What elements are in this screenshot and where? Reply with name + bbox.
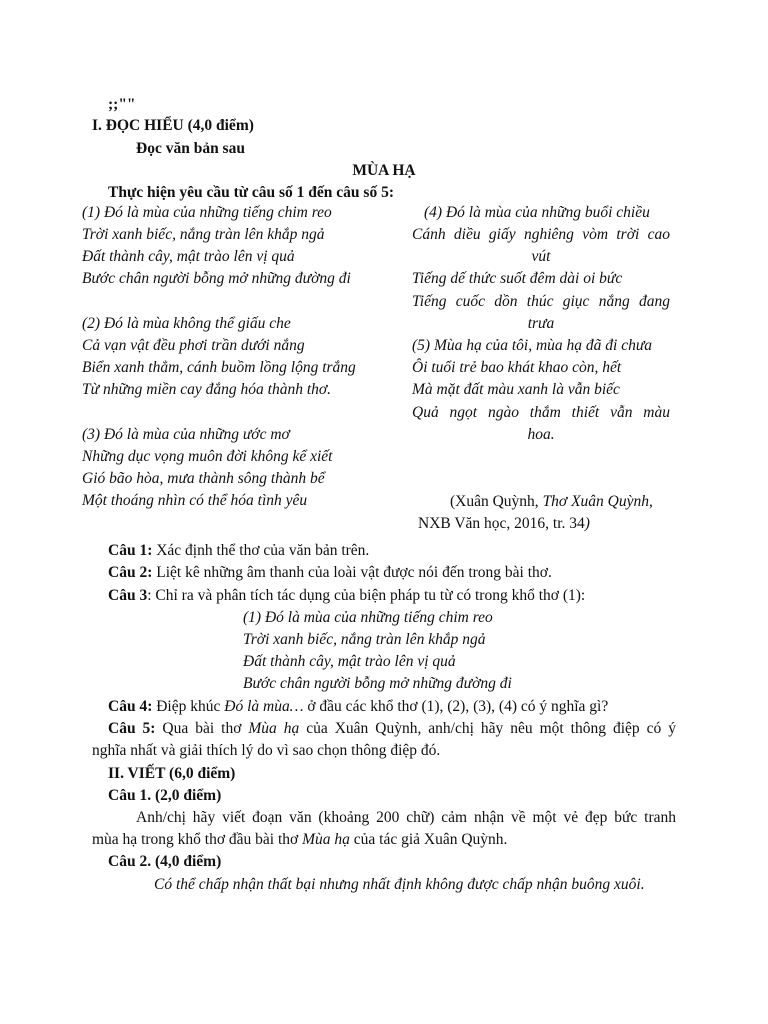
quote-line: Đất thành cây, mật trào lên vị quả — [243, 653, 456, 670]
quote-line: (1) Đó là mùa của những tiếng chim reo — [243, 609, 493, 626]
poem-line: Ôi tuổi trẻ bao khát khao còn, hết — [412, 359, 622, 376]
source-comma: , — [649, 493, 653, 510]
question-text: của tác giả Xuân Quỳnh. — [349, 831, 508, 848]
poem-line-wrap: trưa — [527, 315, 555, 332]
question-text: Xác định thể thơ của văn bản trên. — [152, 542, 370, 559]
poem-line: Gió bão hòa, mưa thành sông thành bể — [82, 470, 325, 487]
poem-line: Tiếng dế thức suốt đêm dài oi bức — [412, 270, 623, 287]
part2-question-2-heading: Câu 2. (4,0 điểm) — [108, 853, 222, 870]
source-publisher: NXB Văn học, 2016, tr. 34 — [418, 515, 585, 532]
question-label: Câu 4: — [108, 698, 153, 715]
question-text: Liệt kê những âm thanh của loài vật được nói đến trong bài thơ. — [152, 564, 552, 581]
poem-title: MÙA HẠ — [352, 162, 416, 179]
poem-stanza-3 — [82, 424, 332, 512]
part2-question-2-quote: Có thể chấp nhận thất bại nhưng nhất định không được chấp nhận buông xuôi. — [154, 876, 645, 893]
question-3 — [108, 585, 585, 607]
poem-line: Mà mặt đất màu xanh là vẫn biếc — [412, 381, 620, 398]
question-emphasis: Mùa hạ — [302, 831, 350, 848]
header-mark: ;;"" — [108, 96, 136, 113]
question-text: Qua bài thơ — [155, 720, 249, 737]
poem-line: Quả ngọt ngào thắm thiết vẫn màu — [412, 404, 670, 421]
question-2 — [108, 562, 552, 584]
question-emphasis: Đó là mùa… — [224, 698, 304, 715]
poem-line-wrap: vút — [531, 248, 551, 265]
question-label: Câu 3 — [108, 587, 148, 604]
question-label: Câu 5: — [108, 720, 156, 737]
poem-line: Biển xanh thẳm, cánh buồm lồng lộng trắng — [82, 359, 356, 376]
question-text: : Chỉ ra và phân tích tác dụng của biện pháp tu từ có trong khổ thơ (1): — [147, 587, 586, 604]
poem-line: Một thoáng nhìn có thể hóa tình yêu — [82, 492, 308, 509]
question-text: ở đầu các khổ thơ (1), (2), (3), (4) có ý nghĩa gì? — [303, 698, 609, 715]
source-close: ) — [584, 515, 590, 532]
poem-stanza-1 — [82, 202, 351, 290]
poem-line: (5) Mùa hạ của tôi, mùa hạ đã đi chưa — [412, 337, 653, 354]
poem-line: Bước chân người bỗng mở những đường đi — [82, 270, 351, 287]
question-label: Câu 2: — [108, 564, 153, 581]
poem-line: (1) Đó là mùa của những tiếng chim reo — [82, 204, 332, 221]
poem-line: (4) Đó là mùa của những buổi chiều — [424, 204, 650, 221]
poem-line: (2) Đó là mùa không thể giấu che — [82, 315, 291, 332]
question-5-continued: nghĩa nhất và giải thích lý do vì sao chọn thông điệp đó. — [92, 742, 441, 759]
part2-question-1-line1: Anh/chị hãy viết đoạn văn (khoảng 200 chữ) cảm nhận về một vẻ đẹp bức tranh — [136, 809, 676, 826]
part1-task: Thực hiện yêu cầu từ câu số 1 đến câu số 5: — [108, 184, 395, 201]
source-book: Thơ Xuân Quỳnh — [542, 493, 649, 510]
part2-question-1-line2 — [92, 829, 507, 851]
question-emphasis: Mùa hạ — [248, 720, 300, 737]
poem-line: Những dục vọng muôn đời không kể xiết — [82, 448, 333, 465]
part2-question-1-heading: Câu 1. (2,0 điểm) — [108, 787, 222, 804]
question-text: mùa hạ trong khổ thơ đầu bài thơ — [92, 831, 303, 848]
poem-source-author — [450, 491, 653, 513]
part2-heading: II. VIẾT (6,0 điểm) — [108, 765, 236, 782]
poem-line: Cánh diều giấy nghiêng vòm trời cao — [412, 226, 670, 243]
quote-line: Bước chân người bỗng mở những đường đi — [243, 675, 512, 692]
poem-stanza-2 — [82, 313, 356, 401]
poem-line: Từ những miền cay đắng hóa thành thơ. — [82, 381, 332, 398]
poem-source-publisher — [418, 513, 590, 535]
question-3-quote — [243, 607, 512, 695]
part1-instruction: Đọc văn bản sau — [136, 140, 245, 157]
poem-line: (3) Đó là mùa của những ước mơ — [82, 426, 290, 443]
question-5 — [108, 718, 676, 740]
source-author: (Xuân Quỳnh, — [450, 493, 543, 510]
question-text: của Xuân Quỳnh, anh/chị hãy nêu một thông điệp có ý — [299, 720, 676, 737]
poem-line: Cả vạn vật đều phơi trần dưới nắng — [82, 337, 305, 354]
question-1 — [108, 540, 369, 562]
question-text: Điệp khúc — [152, 698, 225, 715]
part1-heading: I. ĐỌC HIỂU (4,0 điểm) — [92, 117, 254, 134]
poem-line: Đất thành cây, mật trào lên vị quả — [82, 248, 295, 265]
quote-line: Trời xanh biếc, nắng tràn lên khắp ngả — [243, 631, 486, 648]
question-label: Câu 1: — [108, 542, 153, 559]
poem-line: Tiếng cuốc dồn thúc giục nắng đang — [412, 293, 670, 310]
poem-line-wrap: hoa. — [527, 426, 555, 443]
poem-line: Trời xanh biếc, nắng tràn lên khắp ngả — [82, 226, 325, 243]
question-4 — [108, 696, 608, 718]
